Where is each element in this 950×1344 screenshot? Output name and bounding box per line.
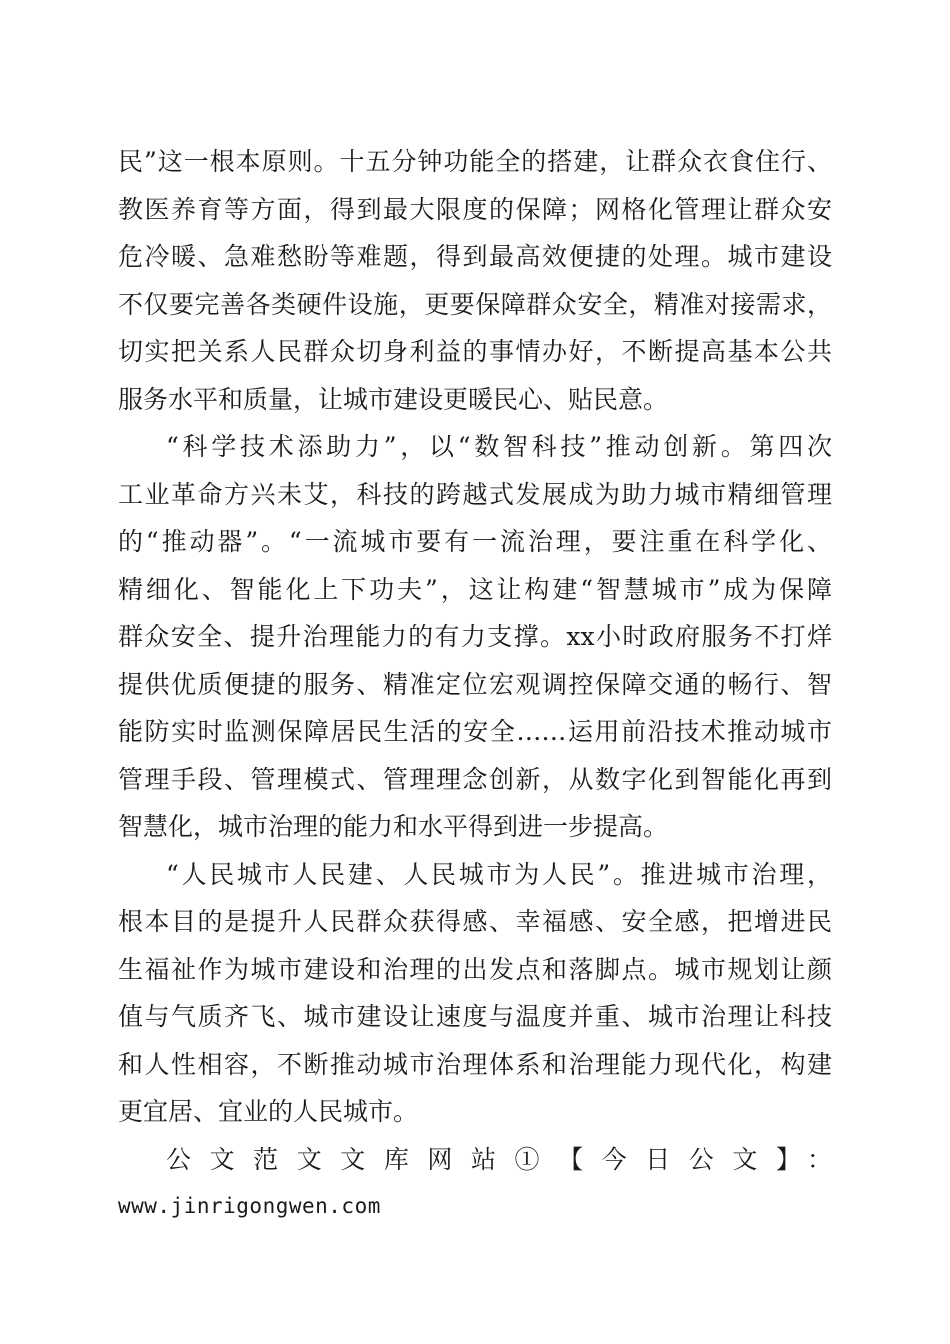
footer-label: 公文范文文库网站①【今日公文】： (166, 1144, 832, 1174)
paragraph-line: 更宜居、宜业的人民城市。 (118, 1097, 419, 1126)
paragraph-line: 提供优质便捷的服务、精准定位宏观调控保障交通的畅行、智 (118, 669, 832, 699)
paragraph-line: 根本目的是提升人民群众获得感、幸福感、安全感，把增进民 (118, 907, 832, 936)
footer (118, 1136, 832, 1231)
paragraph-line: 教医养育等方面，得到最大限度的保障；网格化管理让群众安 (118, 194, 832, 224)
paragraph-line: 切实把关系人民群众切身利益的事情办好，不断提高基本公共 (118, 337, 832, 366)
paragraph-line: 管理手段、管理模式、管理理念创新，从数字化到智能化再到 (118, 764, 832, 794)
paragraph-line: 工业革命方兴未艾，科技的跨越式发展成为助力城市精细管理 (118, 479, 832, 509)
paragraph-3 (118, 851, 832, 1136)
paragraph-line: 危冷暖、急难愁盼等难题，得到最高效便捷的处理。城市建设 (118, 242, 832, 271)
paragraph-line: “科学技术添助力”，以“数智科技”推动创新。第四次 (166, 432, 832, 461)
paragraph-line: “人民城市人民建、人民城市为人民”。推进城市治理， (166, 859, 832, 889)
paragraph-line: 服务水平和质量，让城市建设更暖民心、贴民意。 (118, 384, 669, 414)
paragraph-line: 生福祉作为城市建设和治理的出发点和落脚点。城市规划让颜 (118, 954, 832, 984)
paragraph-line: 值与气质齐飞、城市建设让速度与温度并重、城市治理让科技 (118, 1002, 832, 1031)
paragraph-line: 能防实时监测保障居民生活的安全……运用前沿技术推动城市 (118, 717, 832, 746)
paragraph-line: 精细化、智能化上下功夫”，这让构建“智慧城市”成为保障 (118, 574, 832, 604)
paragraph-1 (118, 138, 832, 423)
document-body (118, 138, 832, 1231)
paragraph-2 (118, 423, 832, 851)
paragraph-line: 民”这一根本原则。十五分钟功能全的搭建，让群众衣食住行、 (118, 147, 832, 176)
footer-url-link[interactable]: www.jinrigongwen.com (118, 1194, 381, 1218)
paragraph-line: 群众安全、提升治理能力的有力支撑。xx小时政府服务不打烊 (118, 622, 832, 651)
paragraph-line: 不仅要完善各类硬件设施，更要保障群众安全，精准对接需求， (118, 289, 832, 319)
paragraph-line: 的“推动器”。“一流城市要有一流治理，要注重在科学化、 (118, 527, 832, 556)
paragraph-line: 智慧化，城市治理的能力和水平得到进一步提高。 (118, 812, 669, 841)
paragraph-line: 和人性相容，不断推动城市治理体系和治理能力现代化，构建 (118, 1049, 832, 1079)
